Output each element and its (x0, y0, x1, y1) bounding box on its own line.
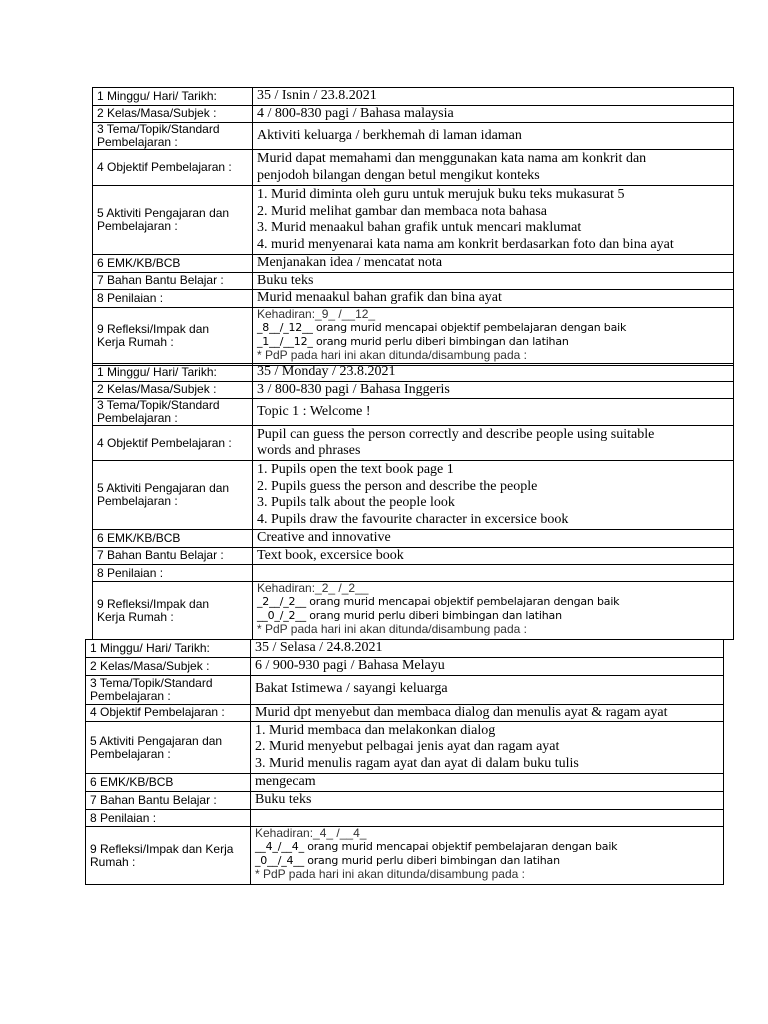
label-emk: 6 EMK/KB/BCB (93, 530, 253, 548)
value-minggu: 35 / Selasa / 24.8.2021 (251, 640, 724, 658)
value-emk: Menjanakan idea / mencatat nota (253, 255, 734, 273)
label-minggu: 1 Minggu/ Hari/ Tarikh: (86, 640, 251, 658)
row-minggu (93, 88, 734, 106)
value-tema: Aktiviti keluarga / berkhemah di laman idaman (253, 123, 734, 150)
label-aktiviti: 5 Aktiviti Pengajaran dan Pembelajaran : (93, 461, 253, 530)
value-minggu: 35 / Monday / 23.8.2021 (253, 364, 734, 382)
label-bahan: 7 Bahan Bantu Belajar : (86, 792, 251, 810)
label-tema: 3 Tema/Topik/Standard Pembelajaran : (93, 399, 253, 426)
label-aktiviti: 5 Aktiviti Pengajaran dan Pembelajaran : (93, 186, 253, 255)
row-bahan (86, 792, 724, 810)
value-tema: Bakat Istimewa / sayangi keluarga (251, 675, 724, 704)
row-aktiviti (86, 722, 724, 774)
row-emk (86, 774, 724, 792)
value-kelas: 6 / 900-930 pagi / Bahasa Melayu (251, 657, 724, 675)
value-penilaian (253, 565, 734, 582)
label-aktiviti: 5 Aktiviti Pengajaran dan Pembelajaran : (86, 722, 251, 774)
kehadiran-text: Kehadiran:_9_ /__12_ (257, 307, 376, 321)
kehadiran-text: Kehadiran:_4_ /__4_ (255, 826, 367, 840)
label-tema: 3 Tema/Topik/Standard Pembelajaran : (86, 675, 251, 704)
kehadiran-text: Kehadiran:_2_ /_2__ (257, 581, 369, 595)
value-emk: mengecam (251, 774, 724, 792)
label-penilaian: 8 Penilaian : (93, 290, 253, 308)
label-kelas: 2 Kelas/Masa/Subjek : (86, 657, 251, 675)
row-tema (93, 399, 734, 426)
mencapai-text: _2__/_2__ orang murid mencapai objektif pembelajaran dengan baik (257, 595, 620, 608)
value-aktiviti: 1. Pupils open the text book page 1 2. Pupils guess the person and describe the people 3. Pupils talk about the people look 4. Pupils draw the favourite character in excersice book (253, 461, 734, 530)
value-minggu: 35 / Isnin / 23.8.2021 (253, 88, 734, 106)
row-refleksi (93, 307, 734, 365)
value-aktiviti: 1. Murid diminta oleh guru untuk merujuk buku teks mukasurat 5 2. Murid melihat gambar dan membaca nota bahasa 3. Murid menaakul bahan grafik untuk mencari maklumat 4. murid menyenarai kata nama am konkrit berdasarkan foto dan bina ayat (253, 186, 734, 255)
value-penilaian (251, 810, 724, 827)
label-objektif: 4 Objektif Pembelajaran : (86, 704, 251, 722)
label-emk: 6 EMK/KB/BCB (86, 774, 251, 792)
label-kelas: 2 Kelas/Masa/Subjek : (93, 105, 253, 123)
label-refleksi: 9 Refleksi/Impak dan Kerja Rumah : (86, 827, 251, 885)
label-minggu: 1 Minggu/ Hari/ Tarikh: (93, 364, 253, 382)
value-tema: Topic 1 : Welcome ! (253, 399, 734, 426)
row-emk (93, 530, 734, 548)
label-emk: 6 EMK/KB/BCB (93, 255, 253, 273)
mencapai-text: _8__/_12__ orang murid mencapai objektif pembelajaran dengan baik (257, 320, 627, 334)
row-objektif (86, 704, 724, 722)
row-bahan (93, 272, 734, 290)
row-penilaian (93, 565, 734, 582)
row-kelas (86, 657, 724, 675)
row-refleksi (93, 582, 734, 640)
row-tema (86, 675, 724, 704)
row-emk (93, 255, 734, 273)
label-objektif: 4 Objektif Pembelajaran : (93, 426, 253, 461)
label-objektif: 4 Objektif Pembelajaran : (93, 150, 253, 186)
value-objektif: Murid dapat memahami dan menggunakan kata nama am konkrit dan penjodoh bilangan dengan betul mengikut konteks (253, 150, 734, 186)
label-refleksi: 9 Refleksi/Impak dan Kerja Rumah : (93, 582, 253, 640)
lesson-record-1 (92, 87, 734, 366)
bimbingan-text: _0__/_4__ orang murid perlu diberi bimbingan dan latihan (255, 854, 560, 867)
label-minggu: 1 Minggu/ Hari/ Tarikh: (93, 88, 253, 106)
row-aktiviti (93, 186, 734, 255)
value-objektif: Murid dpt menyebut dan membaca dialog dan menulis ayat & ragam ayat (251, 704, 724, 722)
label-bahan: 7 Bahan Bantu Belajar : (93, 547, 253, 565)
row-penilaian (86, 810, 724, 827)
row-minggu (93, 364, 734, 382)
bimbingan-text: __0_/_2__ orang murid perlu diberi bimbingan dan latihan (257, 609, 562, 622)
value-bahan: Text book, excersice book (253, 547, 734, 565)
label-refleksi: 9 Refleksi/Impak dan Kerja Rumah : (93, 307, 253, 365)
bimbingan-text: _1__/__12_ orang murid perlu diberi bimbingan dan latihan (257, 334, 569, 348)
row-refleksi (86, 827, 724, 885)
row-kelas (93, 381, 734, 399)
value-bahan: Buku teks (251, 792, 724, 810)
value-aktiviti: 1. Murid membaca dan melakonkan dialog 2. Murid menyebut pelbagai jenis ayat dan ragam ayat 3. Murid menulis ragam ayat dan ayat di dalam buku tulis (251, 722, 724, 774)
value-bahan: Buku teks (253, 272, 734, 290)
label-kelas: 2 Kelas/Masa/Subjek : (93, 381, 253, 399)
value-kelas: 4 / 800-830 pagi / Bahasa malaysia (253, 105, 734, 123)
row-bahan (93, 547, 734, 565)
pdp-text: * PdP pada hari ini akan ditunda/disambung pada : (257, 622, 527, 636)
label-penilaian: 8 Penilaian : (93, 565, 253, 582)
value-objektif: Pupil can guess the person correctly and describe people using suitable words and phrases (253, 426, 734, 461)
row-objektif (93, 426, 734, 461)
row-aktiviti (93, 461, 734, 530)
value-refleksi (251, 827, 724, 885)
label-penilaian: 8 Penilaian : (86, 810, 251, 827)
mencapai-text: __4_/__4_ orang murid mencapai objektif pembelajaran dengan baik (255, 840, 618, 853)
value-refleksi (253, 307, 734, 365)
value-emk: Creative and innovative (253, 530, 734, 548)
row-minggu (86, 640, 724, 658)
value-kelas: 3 / 800-830 pagi / Bahasa Inggeris (253, 381, 734, 399)
row-objektif (93, 150, 734, 186)
row-kelas (93, 105, 734, 123)
pdp-text: * PdP pada hari ini akan ditunda/disambung pada : (257, 347, 527, 362)
lesson-record-2 (92, 363, 734, 640)
label-bahan: 7 Bahan Bantu Belajar : (93, 272, 253, 290)
pdp-text: * PdP pada hari ini akan ditunda/disambung pada : (255, 867, 525, 881)
value-refleksi (253, 582, 734, 640)
row-tema (93, 123, 734, 150)
row-penilaian (93, 290, 734, 308)
label-tema: 3 Tema/Topik/Standard Pembelajaran : (93, 123, 253, 150)
lesson-record-3 (85, 639, 724, 885)
value-penilaian: Murid menaakul bahan grafik dan bina ayat (253, 290, 734, 308)
